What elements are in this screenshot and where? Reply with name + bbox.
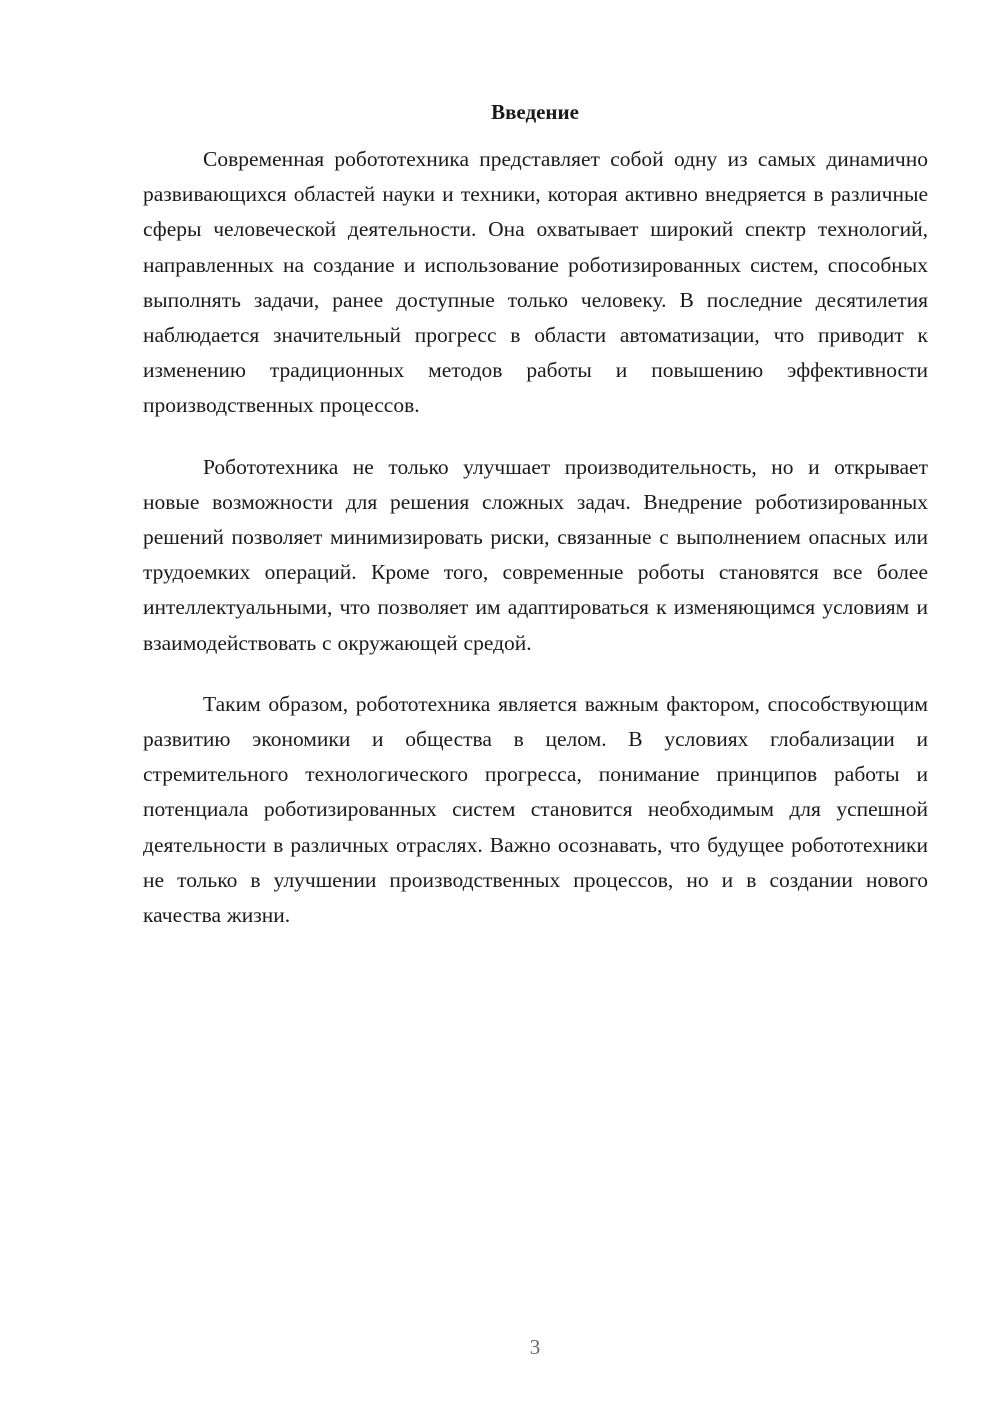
body-text [143,142,928,959]
page-number: 3 [529,1335,541,1359]
section-heading: Введение [491,100,579,124]
paragraph-2: Робототехника не только улучшает производительность, но и открывает новые возможности для решения сложных задач. Внедрение роботизированных решений позволяет минимизировать риски, связанные с выполнением опасных или трудоемких операций. Кроме того, современные роботы становятся все более интеллектуальными, что позволяет им адаптироваться к изменяющимся условиям и взаимодействовать с окружающей средой. [143,454,928,655]
paragraph-1: Современная робототехника представляет собой одну из самых динамично развивающихся областей науки и техники, которая активно внедряется в различные сферы человеческой деятельности. Она охватывает широкий спектр технологий, направленных на создание и использование роботизированных систем, способных выполнять задачи, ранее доступные только человеку. В последние десятилетия наблюдается значительный прогресс в области автоматизации, что приводит к изменению традиционных методов работы и повышению эффективности производственных процессов. [143,147,928,418]
paragraph-3: Таким образом, робототехника является важным фактором, способствующим развитию экономики и общества в целом. В условиях глобализации и стремительного технологического прогресса, понимание принципов работы и потенциала роботизированных систем становится необходимым для успешной деятельности в различных отраслях. Важно осознавать, что будущее робототехники не только в улучшении производственных процессов, но и в создании нового качества жизни. [143,691,928,928]
